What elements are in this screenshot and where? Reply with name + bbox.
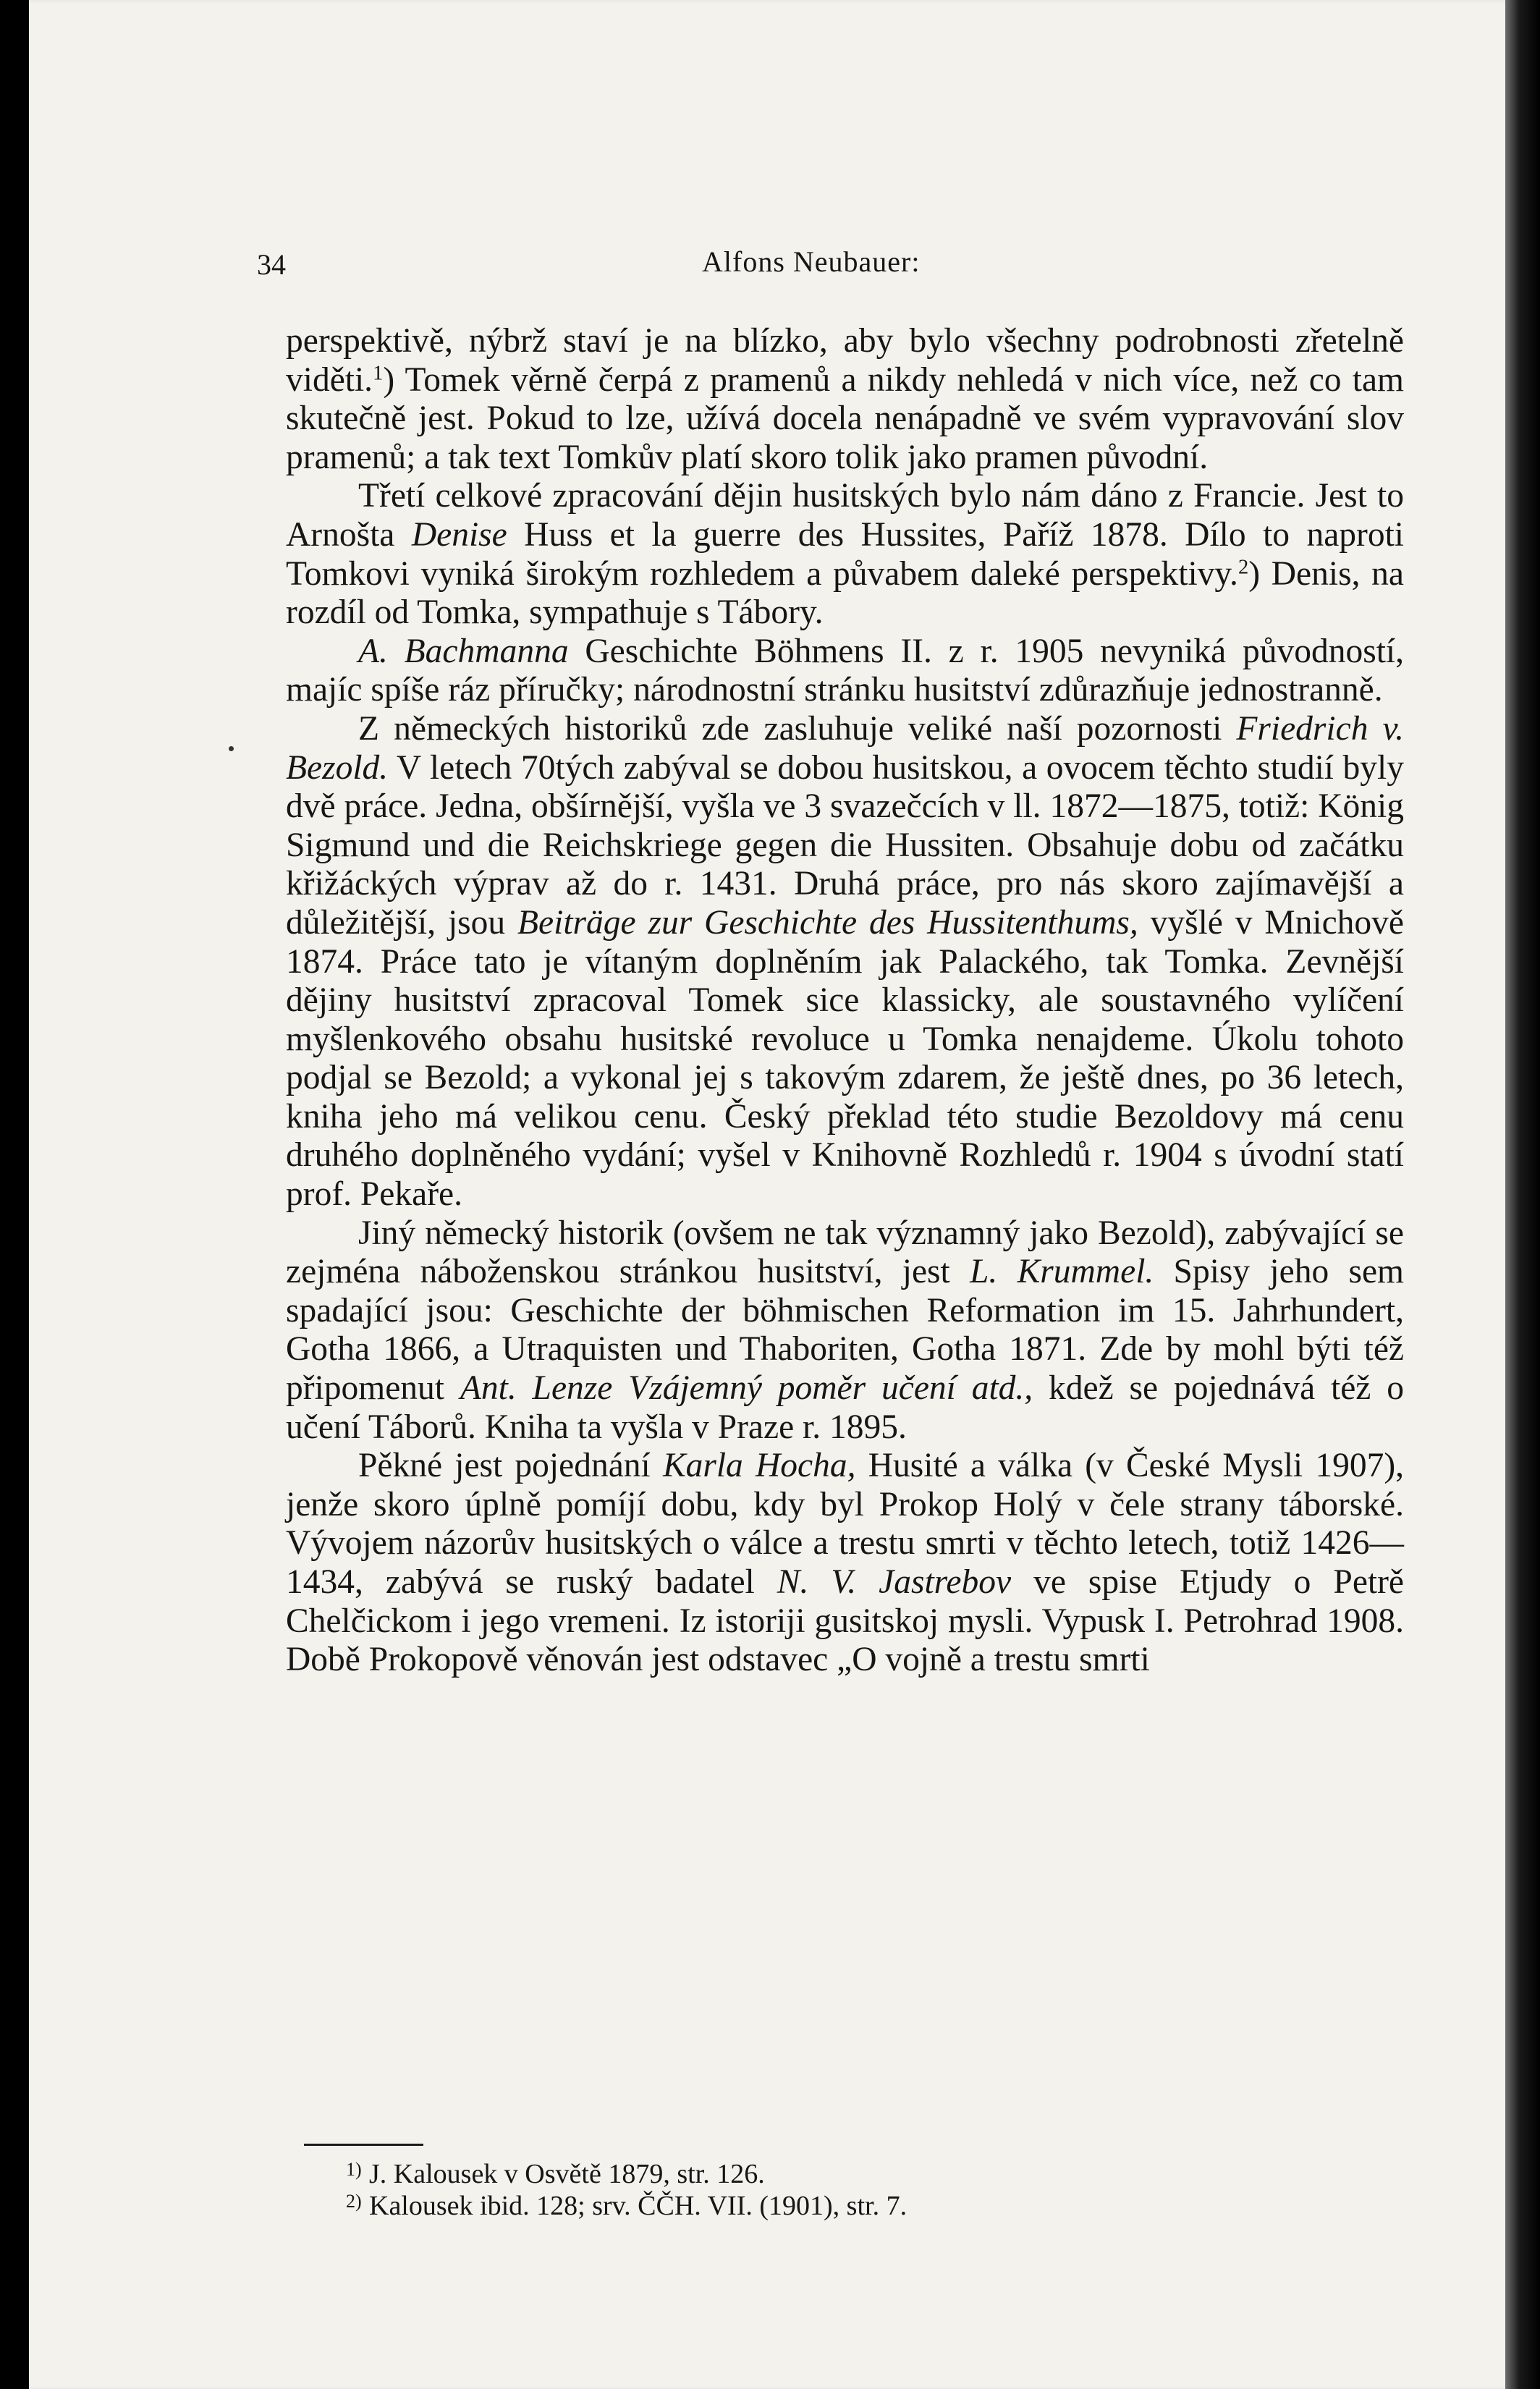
page-number: 34	[257, 248, 286, 281]
footnote-ref-1: 1	[373, 361, 384, 384]
footnote-ref-2: 2	[1238, 555, 1249, 578]
author-name: L. Krummel.	[970, 1253, 1154, 1291]
work-title: Ant. Lenze Vzájemný poměr učení atd.,	[460, 1369, 1033, 1408]
paragraph-5: Jiný německý historik (ovšem ne tak významný jako Bezold), zabývající se zejména náboženskou stránkou husitství, jest L. Krummel. Spisy jeho sem spadající jsou: Geschichte der böhmischen Reformation im 15. Jahrhundert, Gotha 1866, a Utraquisten und Thaboriten, Gotha 1871. Zde by mohl býti též připomenut Ant. Lenze Vzájemný poměr učení atd., kdež se pojednává též o učení Táborů. Kniha ta vyšla v Praze r. 1895.	[286, 1214, 1404, 1446]
author-name: Friedrich v. Bezold.	[286, 709, 1404, 787]
scan-speck	[229, 746, 234, 751]
work-title: Beiträge zur Geschichte des Hussitenthums,	[517, 903, 1138, 942]
footnote-1: 1) J. Kalousek v Osvětě 1879, str. 126.	[369, 2158, 907, 2190]
footnote-rule	[304, 2144, 423, 2146]
running-title: Alfons Neubauer:	[702, 245, 921, 278]
paragraph-6: Pěkné jest pojednání Karla Hocha, Husité a válka (v České Mysli 1907), jenže skoro úplně pomíjí dobu, kdy byl Prokop Holý v čele strany táborské. Vývojem názorův husitských o válce a trestu smrti v těchto letech, totiž 1426—1434, zabývá se ruský badatel N. V. Jastrebov ve spise Etjudy o Petrě Chelčickom i jego vremeni. Iz istoriji gusitskoj mysli. Vypusk I. Petrohrad 1908. Době Prokopově věnován jest odstavec „O vojně a trestu smrti	[286, 1447, 1405, 1679]
page-edge-shadow	[1505, 0, 1540, 2389]
author-name: N. V. Jastrebov	[777, 1563, 1012, 1601]
author-name: Denise	[411, 515, 507, 554]
author-name: Karla Hocha,	[662, 1447, 856, 1485]
body-text	[286, 322, 1404, 1680]
paragraph-4: Z německých historiků zde zasluhuje veliké naší pozornosti Friedrich v. Bezold. V letech 70tých zabýval se dobou husitskou, a ovocem těchto studií byly dvě práce. Jedna, obšírnější, vyšla ve 3 svazečcích v ll. 1872—1875, totiž: König Sigmund und die Reichskriege gegen die Hussiten. Obsahuje dobu od začátku křižáckých výprav až do r. 1431. Druhá práce, pro nás skoro zajímavější a důležitější, jsou Beiträge zur Geschichte des Hussitenthums, vyšlé v Mnichově 1874. Práce tato je vítaným doplněním jak Palackého, tak Tomka. Zevnější dějiny husitství zpracoval Tomek sice klassicky, ale soustavného vylíčení myšlenkového obsahu husitské revoluce u Tomka nenajdeme. Úkolu tohoto podjal se Bezold; a vykonal jej s takovým zdarem, že ještě dnes, po 36 letech, kniha jeho má velikou cenu. Český překlad této studie Bezoldovy má cenu druhého doplněného vydání; vyšel v Knihovně Rozhledů r. 1904 s úvodní statí prof. Pekaře.	[286, 709, 1404, 1214]
running-head	[0, 245, 1540, 288]
paragraph-2: Třetí celkové zpracování dějin husitských bylo nám dáno z Francie. Jest to Arnošta Denise Huss et la guerre des Hussites, Paříž 1878. Dílo to naproti Tomkovi vyniká širokým rozhledem a půvabem daleké perspektivy.$^2$) Denis, na rozdíl od Tomka, sympathuje s Tábory.	[286, 477, 1404, 632]
author-name: A. Bachmanna	[358, 632, 569, 670]
footnote-mark-1: 1)	[346, 2159, 362, 2180]
footnote-2: 2) Kalousek ibid. 128; srv. ČČH. VII. (1901), str. 7.	[369, 2190, 907, 2222]
paragraph-1: perspektivě, nýbrž staví je na blízko, aby bylo všechny podrobnosti zřetelně viděti.$^1$) Tomek věrně čerpá z pramenů a nikdy nehledá v nich více, než co tam skutečně jest. Pokud to lze, užívá docela nenápadně ve svém vypravování slov pramenů; a tak text Tomkův platí skoro tolik jako pramen původní.	[286, 322, 1404, 476]
footnotes	[346, 2158, 908, 2222]
footnote-mark-2: 2)	[346, 2191, 362, 2212]
paragraph-3: A. Bachmanna Geschichte Böhmens II. z r. 1905 nevyniká původností, majíc spíše ráz příručky; národnostní stránku husitství zdůrazňuje jednostranně.	[286, 632, 1405, 709]
